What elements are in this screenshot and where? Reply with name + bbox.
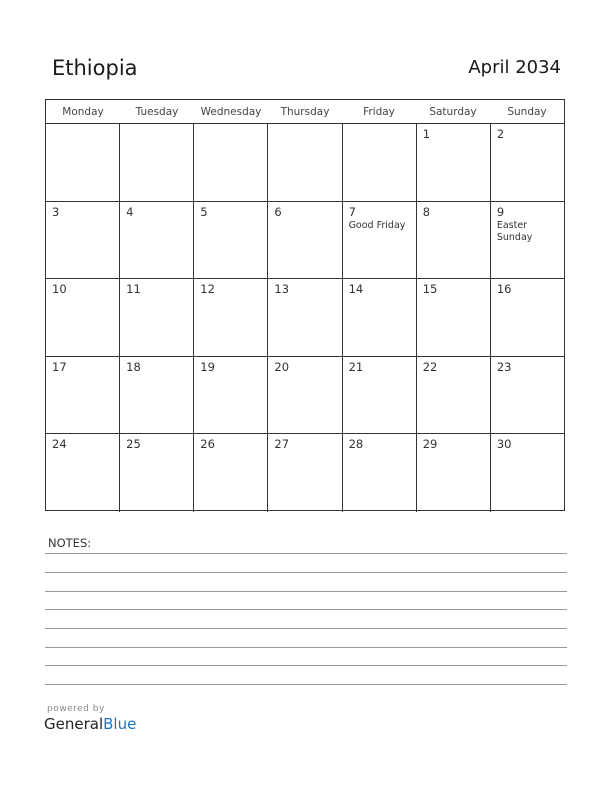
day-number: 9 bbox=[496, 204, 505, 219]
day-cell[interactable] bbox=[417, 124, 491, 201]
day-number: 5 bbox=[200, 204, 208, 219]
day-number: 19 bbox=[200, 359, 215, 374]
day-cell[interactable] bbox=[268, 357, 342, 434]
country-title: Ethiopia bbox=[52, 56, 138, 80]
week-row bbox=[46, 279, 564, 357]
day-cell[interactable] bbox=[491, 357, 564, 434]
note-line bbox=[45, 628, 567, 629]
day-number: 22 bbox=[422, 359, 438, 374]
day-cell[interactable] bbox=[343, 357, 417, 434]
day-number: 26 bbox=[200, 437, 215, 452]
day-cell[interactable] bbox=[194, 279, 268, 356]
day-number: 10 bbox=[52, 282, 67, 297]
month-title: April 2034 bbox=[468, 57, 561, 78]
week-row bbox=[46, 202, 564, 280]
day-cell[interactable] bbox=[417, 434, 491, 512]
note-line bbox=[45, 647, 567, 648]
weekday-monday: Monday bbox=[62, 106, 104, 118]
day-cell[interactable] bbox=[491, 279, 564, 356]
day-number: 2 bbox=[496, 127, 505, 141]
day-cell[interactable] bbox=[194, 202, 268, 279]
note-line bbox=[45, 665, 567, 666]
weekday-tuesday: Tuesday bbox=[135, 106, 179, 118]
day-cell[interactable] bbox=[120, 434, 194, 512]
brand-logo[interactable] bbox=[44, 715, 136, 733]
notes-section bbox=[45, 536, 567, 550]
day-cell[interactable] bbox=[417, 202, 491, 279]
day-number: 30 bbox=[496, 437, 512, 452]
note-line bbox=[45, 684, 567, 685]
calendar-grid bbox=[45, 99, 565, 511]
day-cell[interactable] bbox=[343, 434, 417, 512]
day-number: 15 bbox=[422, 282, 438, 297]
day-cell[interactable] bbox=[194, 434, 268, 512]
day-cell[interactable] bbox=[343, 124, 417, 201]
day-cell[interactable] bbox=[268, 434, 342, 512]
day-cell[interactable] bbox=[194, 357, 268, 434]
day-cell[interactable] bbox=[120, 279, 194, 356]
day-number: 7 bbox=[348, 204, 356, 219]
day-number: 20 bbox=[274, 359, 290, 374]
day-number: 1 bbox=[422, 127, 431, 141]
weeks-container bbox=[46, 124, 564, 512]
notes-label: NOTES: bbox=[48, 536, 92, 550]
holiday-label: Easter Sunday bbox=[496, 219, 533, 243]
day-cell[interactable] bbox=[343, 202, 417, 279]
brand-blue-text: Blue bbox=[103, 715, 137, 733]
weekday-wednesday: Wednesday bbox=[200, 106, 262, 118]
day-number: 13 bbox=[274, 282, 290, 297]
day-number: 3 bbox=[52, 204, 60, 219]
day-number: 14 bbox=[348, 282, 364, 297]
day-number: 29 bbox=[422, 437, 438, 452]
day-cell[interactable] bbox=[417, 357, 491, 434]
day-number: 18 bbox=[126, 359, 141, 374]
weekday-header-row bbox=[46, 100, 564, 124]
note-line bbox=[45, 609, 567, 610]
holiday-label: Good Friday bbox=[348, 219, 406, 231]
day-number: 17 bbox=[52, 359, 67, 374]
note-line bbox=[45, 553, 567, 554]
day-number: 12 bbox=[200, 282, 215, 297]
day-cell[interactable] bbox=[46, 124, 120, 201]
day-number: 24 bbox=[52, 437, 67, 452]
day-cell[interactable] bbox=[120, 124, 194, 201]
day-number: 27 bbox=[274, 437, 290, 452]
day-number: 28 bbox=[348, 437, 364, 452]
powered-by-text: powered by bbox=[47, 704, 105, 714]
day-cell[interactable] bbox=[46, 202, 120, 279]
brand-footer bbox=[44, 704, 136, 733]
day-cell[interactable] bbox=[491, 124, 564, 201]
day-cell[interactable] bbox=[491, 434, 564, 512]
day-cell[interactable] bbox=[268, 124, 342, 201]
day-cell[interactable] bbox=[268, 202, 342, 279]
day-number: 21 bbox=[348, 359, 364, 374]
day-cell[interactable] bbox=[194, 124, 268, 201]
day-cell[interactable] bbox=[46, 434, 120, 512]
weekday-sunday: Sunday bbox=[507, 106, 547, 118]
weekday-saturday: Saturday bbox=[429, 106, 477, 118]
note-line bbox=[45, 591, 567, 592]
day-cell[interactable] bbox=[268, 279, 342, 356]
day-number: 11 bbox=[126, 282, 141, 297]
day-cell[interactable] bbox=[46, 357, 120, 434]
day-number: 6 bbox=[274, 204, 282, 219]
day-cell[interactable] bbox=[120, 357, 194, 434]
weekday-thursday: Thursday bbox=[280, 106, 330, 118]
week-row bbox=[46, 434, 564, 512]
week-row bbox=[46, 124, 564, 202]
note-line bbox=[45, 572, 567, 573]
brand-general-text: General bbox=[44, 715, 104, 733]
day-number: 25 bbox=[126, 437, 141, 452]
day-number: 8 bbox=[422, 204, 431, 219]
day-cell[interactable] bbox=[417, 279, 491, 356]
week-row bbox=[46, 357, 564, 435]
day-cell[interactable] bbox=[491, 202, 564, 279]
day-cell[interactable] bbox=[120, 202, 194, 279]
day-number: 16 bbox=[496, 282, 512, 297]
day-number: 23 bbox=[496, 359, 512, 374]
day-number: 4 bbox=[126, 204, 134, 219]
day-cell[interactable] bbox=[343, 279, 417, 356]
day-cell[interactable] bbox=[46, 279, 120, 356]
weekday-friday: Friday bbox=[363, 106, 395, 118]
